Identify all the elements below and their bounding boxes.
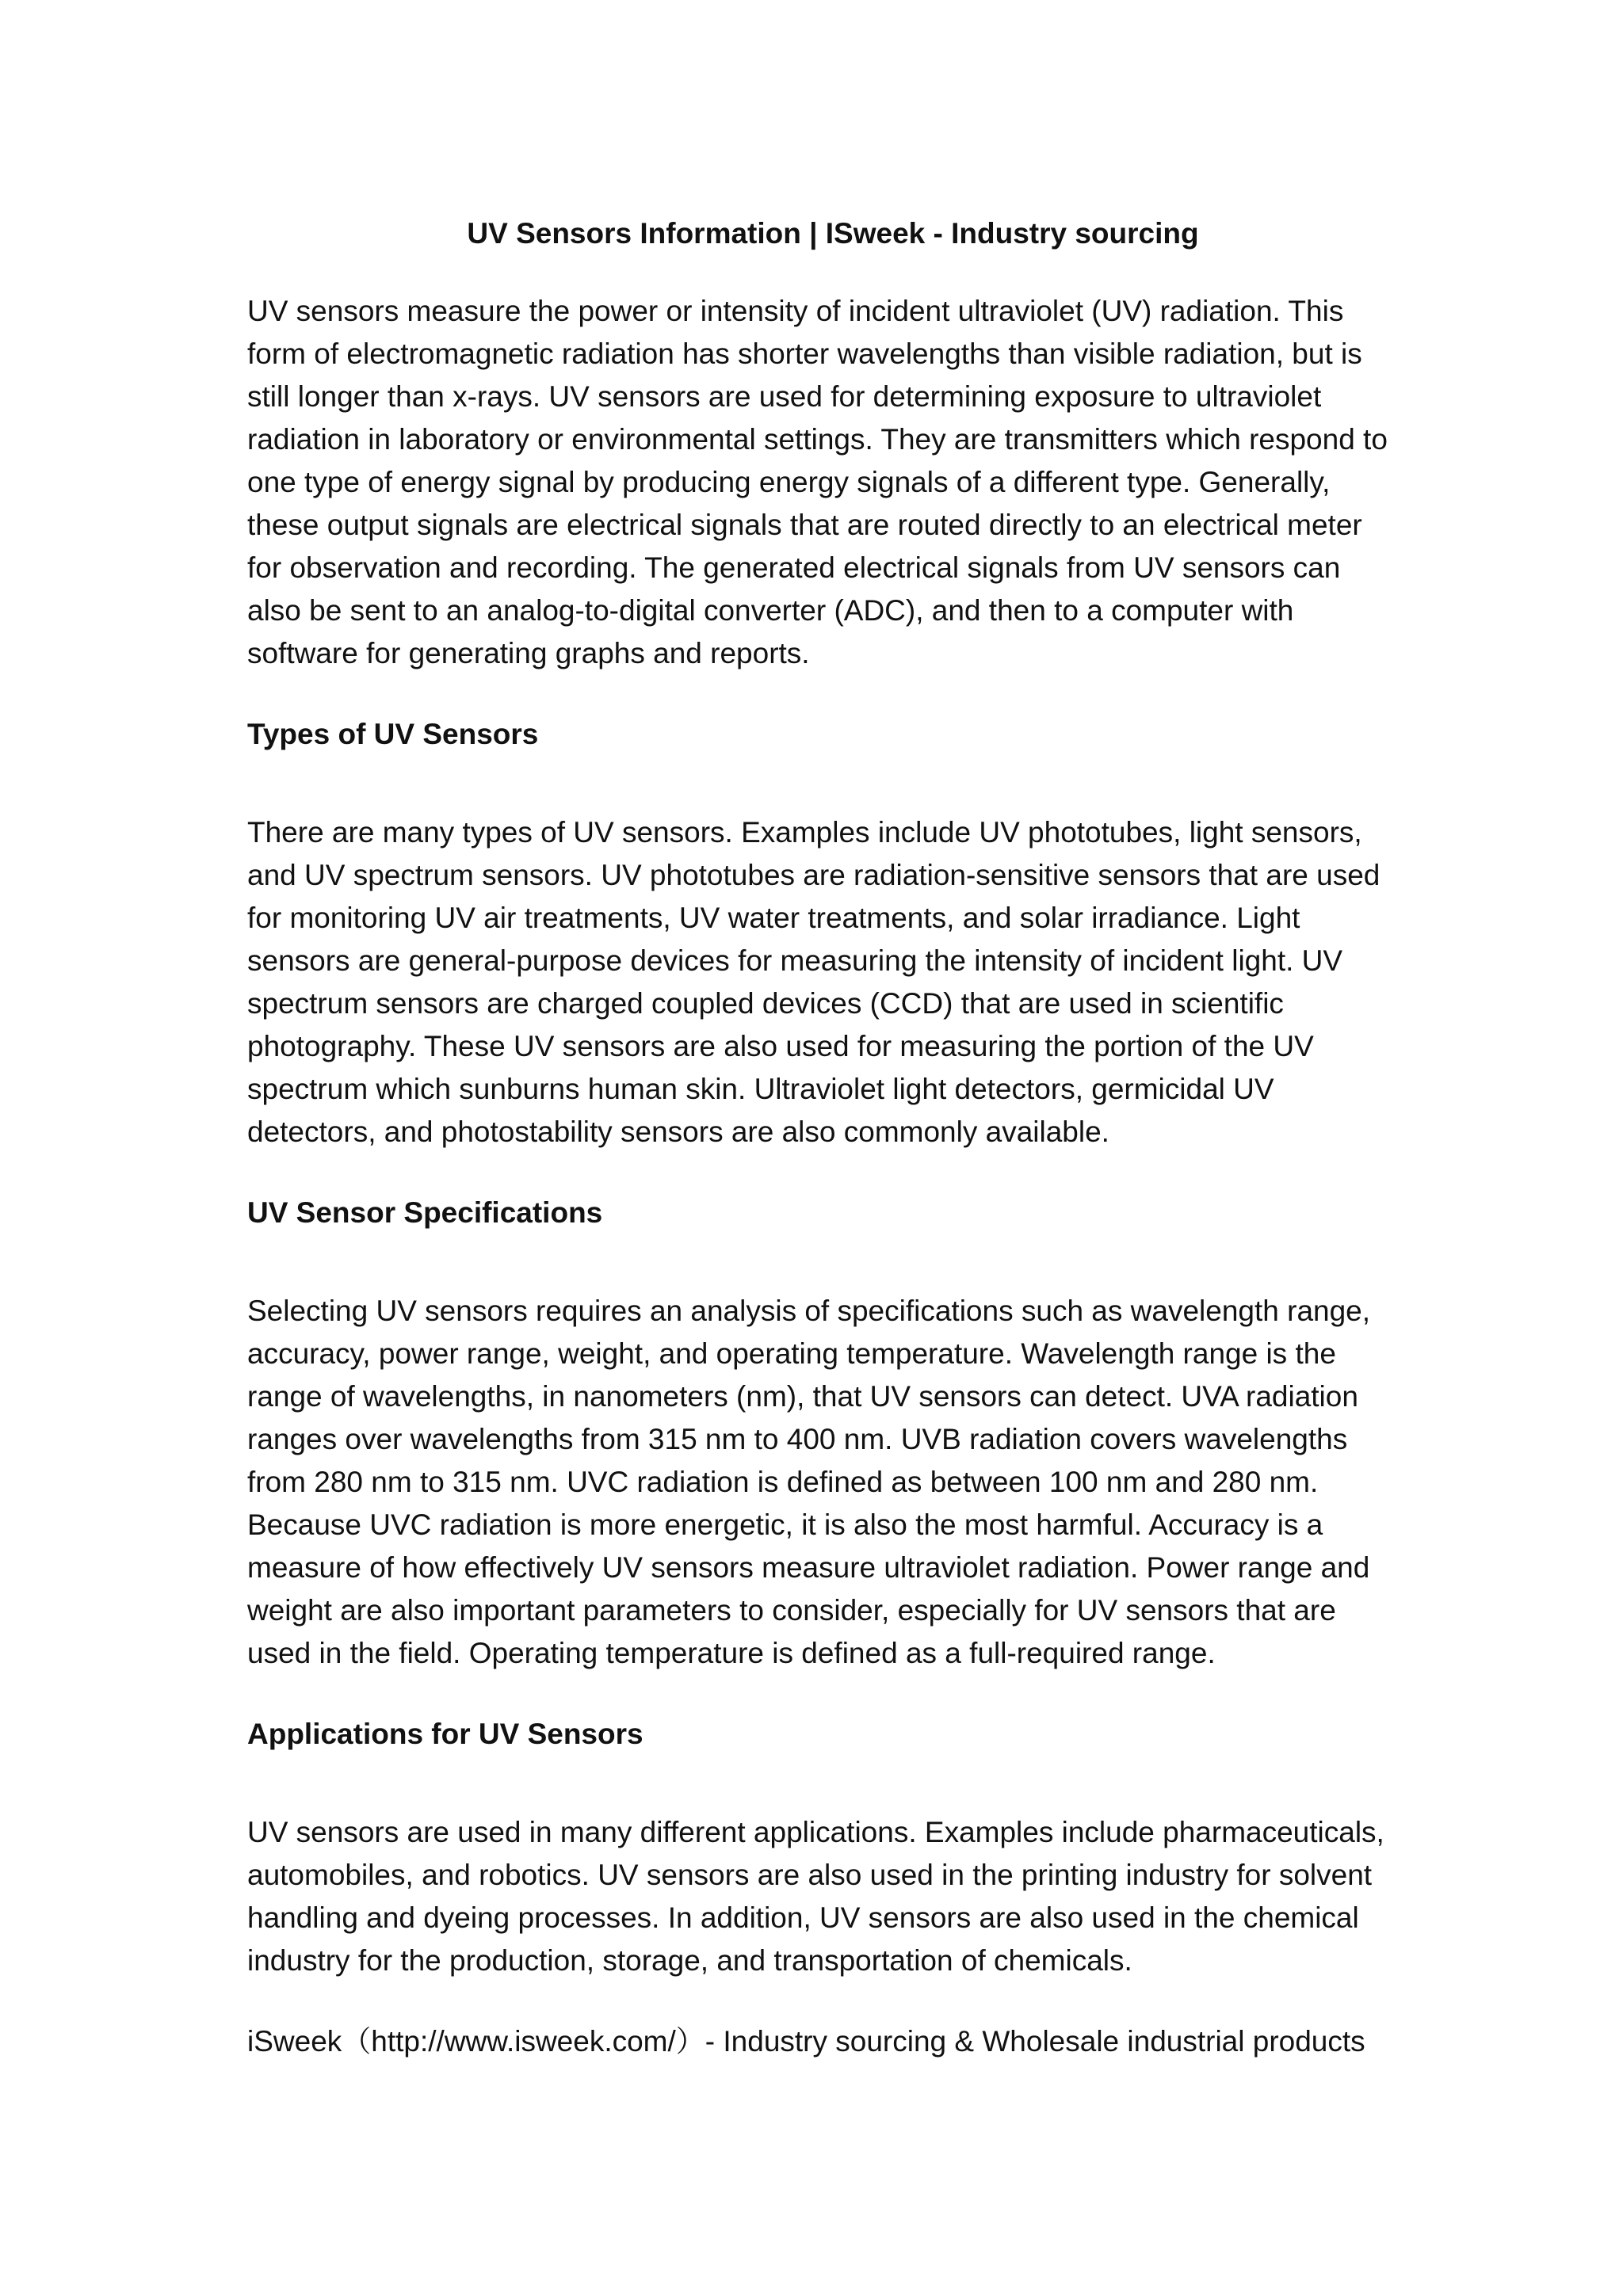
section-heading-applications: Applications for UV Sensors [247, 1718, 643, 1750]
section-heading-specifications: UV Sensor Specifications [247, 1196, 603, 1229]
footer-source-line: iSweek（http://www.isweek.com/）- Industry sourcing & Wholesale industrial products [247, 2025, 1365, 2058]
section-body-specifications: Selecting UV sensors requires an analysis of specifications such as wavelength range, accuracy, power range, weight, and operating temperature. Wavelength range is the range of wavelengths, in nanometers (nm), that UV sensors can detect. UVA radiation ranges over wavelengths from 315 nm to 400 nm. UVB radiation covers wavelengths from 280 nm to 315 nm. UVC radiation is defined as between 100 nm and 280 nm. Because UVC radiation is more energetic, it is also the most harmful. Accuracy is a measure of how effectively UV sensors measure ultraviolet radiation. Power range and weight are also important parameters to consider, especially for UV sensors that are used in the field. Operating temperature is defined as a full-required range. [247, 1295, 1371, 1669]
document-content [247, 212, 1393, 2063]
section-body-types: There are many types of UV sensors. Examples include UV phototubes, light sensors, and UV spectrum sensors. UV phototubes are radiation-sensitive sensors that are used for monitoring UV air treatments, UV water treatments, and solar irradiance. Light sensors are general-purpose devices for measuring the intensity of incident light. UV spectrum sensors are charged coupled devices (CCD) that are used in scientific photography. These UV sensors are also used for measuring the portion of the UV spectrum which sunburns human skin. Ultraviolet light detectors, germicidal UV detectors, and photostability sensors are also commonly available. [247, 816, 1381, 1148]
intro-paragraph: UV sensors measure the power or intensity of incident ultraviolet (UV) radiation. This form of electromagnetic radiation has shorter wavelengths than visible radiation, but is still longer than x-rays. UV sensors are used for determining exposure to ultraviolet radiation in laboratory or environmental settings. They are transmitters which respond to one type of energy signal by producing energy signals of a different type. Generally, these output signals are electrical signals that are routed directly to an electrical meter for observation and recording. The generated electrical signals from UV sensors can also be sent to an analog-to-digital converter (ADC), and then to a computer with software for generating graphs and reports. [247, 295, 1388, 669]
section-heading-types: Types of UV Sensors [247, 718, 539, 750]
section-body-applications: UV sensors are used in many different applications. Examples include pharmaceuticals, automobiles, and robotics. UV sensors are also used in the printing industry for solvent handling and dyeing processes. In addition, UV sensors are also used in the chemical industry for the production, storage, and transportation of chemicals. [247, 1816, 1384, 1977]
document-title: UV Sensors Information | ISweek - Industry sourcing [467, 217, 1199, 250]
